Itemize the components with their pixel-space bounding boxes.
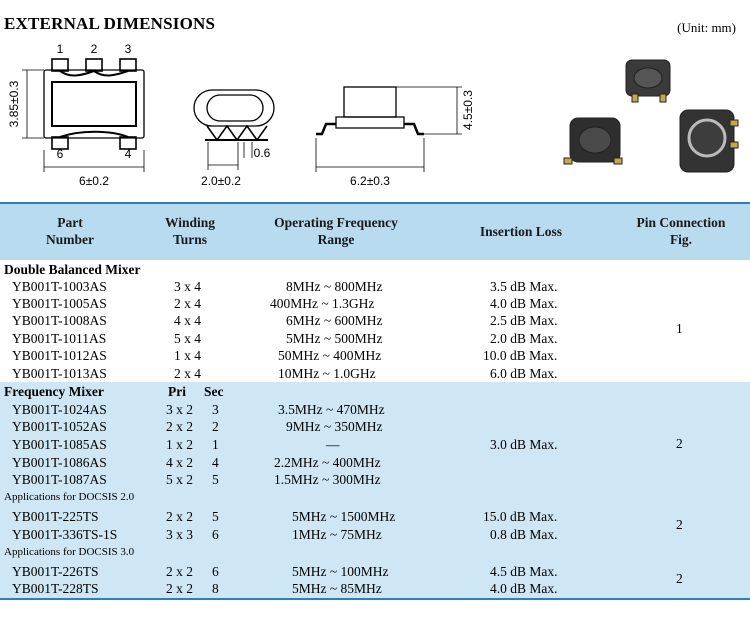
- table-row: YB001T-1013AS 2 x 4 10MHz ~ 1.0GHz 6.0 dB Max.: [12, 366, 558, 381]
- dim-pitch-label: 0.6: [253, 146, 271, 160]
- table-row: YB001T-1005AS 2 x 4 400MHz ~ 1.3GHz 4.0 dB Max.: [12, 296, 558, 311]
- dim-total-height-label: 4.5±0.3: [461, 90, 475, 130]
- dim-width-label: 6±0.2: [79, 174, 109, 188]
- table-row: YB001T-225TS 2 x 2 5 5MHz ~ 1500MHz 15.0 dB Max.: [12, 509, 558, 524]
- table-row: YB001T-1003AS 3 x 4 8MHz ~ 800MHz 3.5 dB Max.: [12, 279, 558, 294]
- header-insertion-loss: Insertion Loss: [479, 224, 563, 239]
- pin-fig-value: 2: [676, 436, 683, 451]
- pin-label-1: 1: [56, 42, 64, 56]
- table-row: YB001T-1008AS 4 x 4 6MHz ~ 600MHz 2.5 dB Max.: [12, 313, 558, 328]
- table-row: YB001T-336TS-1S 3 x 3 6 1MHz ~ 75MHz 0.8 dB Max.: [12, 527, 558, 542]
- dim-total-width-label: 6.2±0.3: [350, 174, 390, 188]
- table-row: YB001T-1011AS 5 x 4 5MHz ~ 500MHz 2.0 dB Max.: [12, 331, 558, 346]
- header-pin-connection: Pin Connection Fig.: [636, 215, 726, 247]
- group-label: Double Balanced Mixer: [4, 262, 141, 277]
- table-row: YB001T-1024AS 3 x 2 3 3.5MHz ~ 470MHz: [12, 402, 385, 417]
- dim-side-width-label: 2.0±0.2: [201, 174, 241, 188]
- front-view-drawing: [316, 87, 462, 172]
- table-row: YB001T-1086AS 4 x 2 4 2.2MHz ~ 400MHz: [12, 455, 381, 470]
- header-frequency-range: Operating Frequency Range: [274, 215, 398, 247]
- table-row: YB001T-1087AS 5 x 2 5 1.5MHz ~ 300MHz: [12, 472, 381, 487]
- dim-height-label: 3.85±0.3: [7, 80, 21, 128]
- header-part-number: Part Number: [46, 215, 94, 247]
- pin-label-2: 2: [90, 42, 98, 56]
- pin-label-4: 4: [124, 147, 132, 161]
- shared-insertion-loss: 3.0 dB Max.: [490, 437, 558, 452]
- component-photo: [564, 60, 738, 172]
- group-label: Frequency Mixer Pri Sec: [4, 384, 224, 399]
- pin-fig-value: 2: [676, 517, 683, 532]
- dimension-diagrams: [0, 30, 750, 200]
- header-winding-turns: Winding Turns: [164, 215, 216, 247]
- group-label: Applications for DOCSIS 3.0: [4, 546, 135, 558]
- page-title: EXTERNAL DIMENSIONS: [4, 14, 216, 33]
- table-row: YB001T-1012AS 1 x 4 50MHz ~ 400MHz 10.0 dB Max.: [12, 348, 558, 363]
- table-row: YB001T-226TS 2 x 2 6 5MHz ~ 100MHz 4.5 dB Max.: [12, 564, 558, 579]
- pin-label-3: 3: [124, 42, 132, 56]
- unit-label: (Unit: mm): [677, 20, 736, 35]
- table-row: YB001T-228TS 2 x 2 8 5MHz ~ 85MHz 4.0 dB Max.: [12, 581, 558, 596]
- pin-label-6: 6: [56, 147, 64, 161]
- table-bottom-rule: [0, 598, 750, 600]
- table-header: [0, 202, 750, 262]
- table-row: YB001T-1052AS 2 x 2 2 9MHz ~ 350MHz: [12, 419, 383, 434]
- group-label: Applications for DOCSIS 2.0: [4, 491, 135, 503]
- pin-fig-value: 2: [676, 571, 683, 586]
- pin-fig-value: 1: [676, 321, 683, 336]
- table-row: YB001T-1085AS 1 x 2 1 — 3.0 dB Max.: [12, 437, 558, 452]
